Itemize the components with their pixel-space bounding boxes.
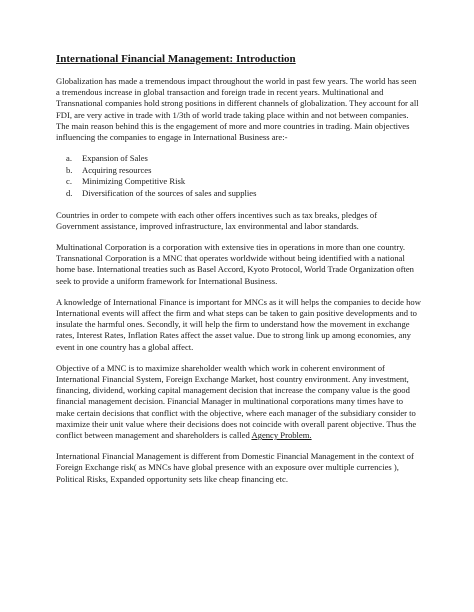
list-item-text: Diversification of the sources of sales and supplies <box>82 188 257 198</box>
paragraph-globalization: Globalization has made a tremendous impact throughout the world in past few years. The world has seen a tremendous increase in global transaction and foreign trade in recent years. Multinational and Transnational companies hold strong positions in different channels of globalization. They account for all FDI, are very active in trade with 1/3th of world trade taking place within and not between companies. The main reason behind this is the engagement of more and more countries in trading. Main objectives influencing the companies to engage in International Business are:- <box>56 76 419 143</box>
list-item-text: Acquiring resources <box>82 164 152 175</box>
list-item-text: Minimizing Competitive Risk <box>82 176 186 187</box>
paragraph-international-finance-knowledge: A knowledge of International Finance is important for MNCs as it will helps the companies to decide how International events will affect the firm and what steps can be taken to gain positive developments and to insulate the harmful ones. Secondly, it will help the firm to understand how the movement in exchange rates, Interest Rates, Inflation Rates affect the asset value. Due to strong link up among economies, any event in one country has a global affect. <box>56 296 421 352</box>
document-page <box>56 52 422 495</box>
paragraph-mnc-objective <box>56 363 422 441</box>
list-marker: c. <box>66 176 72 187</box>
paragraph-mnc-objective-text: Objective of a MNC is to maximize shareholder wealth which work in coherent environment of International Financial System, Foreign Exchange Market, host country environment. Any investment, financing, dividend, working capital management decision that increase the company value is the good financial management decision. Financial Manager in multinational corporations many times have to make certain decisions that conflict with the objective, where each manager of the subsidiary consider to maximize their unit value where their decisions does not coincide with overall parent objective. Thus the conflict between management and shareholders is called <box>56 362 417 441</box>
list-marker: b. <box>66 164 73 175</box>
agency-problem-term: Agency Problem. <box>251 430 312 441</box>
list-marker: a. <box>66 153 72 164</box>
objectives-list <box>56 153 422 199</box>
list-item <box>56 188 422 200</box>
list-marker: d. <box>66 188 73 198</box>
paragraph-multinational-corporation: Multinational Corporation is a corporation with extensive ties in operations in more than one country. Transnational Corporation is a MNC that operates worldwide without being identified with a national home base. International treaties such as Basel Accord, Kyoto Protocol, World Trade Organization often seek to provide a uniform framework for International Business. <box>56 242 414 286</box>
list-item <box>56 165 422 177</box>
list-item <box>56 176 422 188</box>
document-title: International Financial Management: Introduction <box>56 53 296 65</box>
paragraph-ifm-vs-domestic: International Financial Management is different from Domestic Financial Management in the context of Foreign Exchange risk( as MNCs have global presence with an exposure over multiple currencies ), Political Risks, Expanded opportunity sets like cheap financing etc. <box>56 451 414 484</box>
list-item-text: Expansion of Sales <box>82 153 148 164</box>
list-item <box>56 153 422 165</box>
paragraph-incentives: Countries in order to compete with each other offers incentives such as tax breaks, pledges of Government assistance, improved infrastructure, lax environmental and labor standards. <box>56 209 378 231</box>
